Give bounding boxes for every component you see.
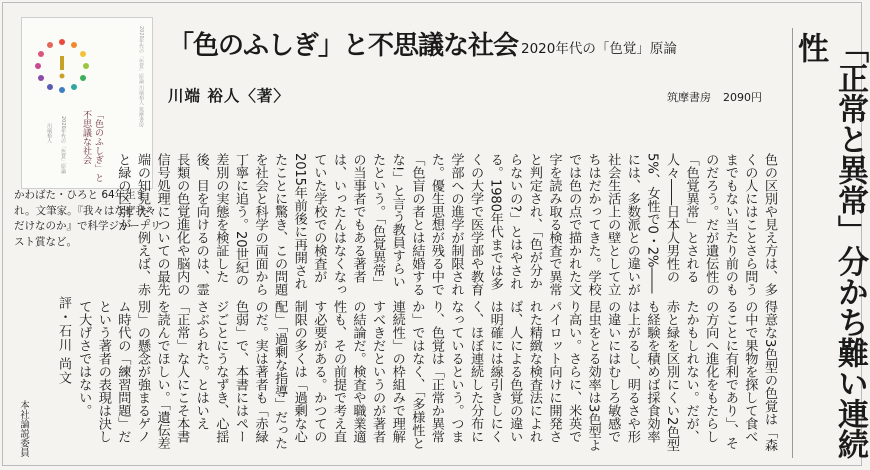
cover-subtitle: 2020年代の「色覚」原論 [60,116,66,174]
review-body-upper: 色の区別や見え方は、多くの人にはことさら問うまでもない当たり前のものだろう。だが遺伝性の「色覚異常」とされる人々――日本人男性の5%、女性で0・2%――には、多数派との違いが社会生活上の壁として立ちはだかってきた。学校では色の点で描かれた文字を読み取る検査で異常と判定され、「色が分からないの?」とはやされる。1980年代までは多くの大学で医学部や教育学部への進学が制限された。優生思想が残る中で「色盲の者とは結婚するな!」と言う教員すらいたという。「色覚異常」の当事者でもある著者は、いったんはなくなっていた学校での検査が2015年前後に再開されたことに驚き、この問題を社会と科学の両面から丁寧に追う。20世紀の差別の実態を検証した後、目を向けるのは、霊長類の色覚進化や脳内の信号処理についての最先端の知見だ。例えば、赤と緑の区別が [115,153,777,296]
author-bio: かわばた・ひろと 64年生まれ。文筆家。『我々はなぜ我々だけなのか』で科学ジャーナリスト賞など。 [14,189,161,248]
reviewer-name: 評・石川 尚文 [56,296,71,386]
book-title: 「色のふしぎ」と不思議な社会 [168,31,519,61]
book-subtitle: 2020年代の「色覚」原論 [521,41,677,57]
book-price: 2090円 [723,91,762,104]
review-body-lower: 得意な3色型の色覚は「森の中で果物を探して食べることに有利であり」、その方向へ進化をもたらしたかもしれない。だが、赤と緑を区別にくい2色型も経験を積めば採食効率は上がるし、明るさや形の違いにはむしろ敏感で昆虫をとる効率は3色型より高い。さらに、米英でパイロット向けに開発された精緻な検査法によれば、人による色覚の違いは明確には線引きしにくく、ほぼ連続した分布になっているという。つまり、色覚は「正常か異常か」ではなく、「多様性と連続性」の枠組みで理解すべきだというのが著者の結論だ。検査や職業適性も、その前提で考え直す必要がある。かつての制限の多くは「過剰な心配」「過剰な指導」だったのだ。実は著者も「赤緑色弱」で、本書にはページごとにうなずき、心揺さぶられた。とはいえ「正常」な人にこそ本書を読んでほしい。「遺伝差別」の懸念が強まるゲノム時代の「練習問題」だという著者の表現は決して大げさではない。 [76,300,777,452]
cover-spine-text: 2020年代の「色覚」原論 川端裕人 筑摩書房 [138,26,144,127]
publisher-name: 筑摩書房 [667,91,711,104]
cover-title: 「色のふしぎ」と不思議な社会 [81,110,103,182]
publisher-price [667,89,762,105]
color-dot-ring-icon [32,36,92,96]
review-headline: 「正常と異常」分かち難い連続性 [792,32,868,459]
cover-author: 川端裕人 [46,123,52,143]
book-author: 川端 裕人〈著〉 [168,87,290,105]
reviewer-title: 本社論説委員 [18,400,29,457]
